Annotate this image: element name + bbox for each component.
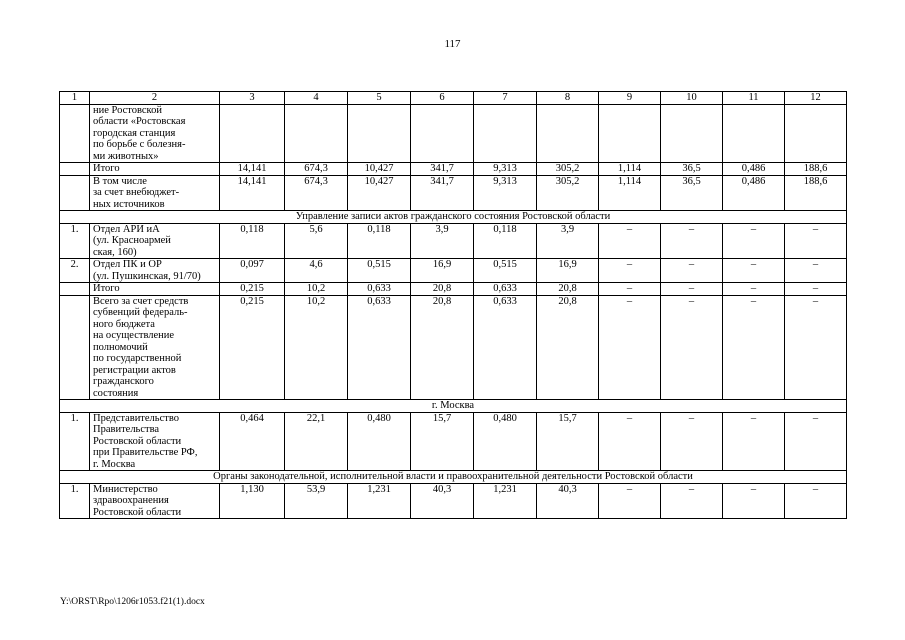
row-name: Итого xyxy=(90,283,220,296)
page-number: 117 xyxy=(444,38,461,50)
value-cell: – xyxy=(723,483,785,519)
value-cell: – xyxy=(661,223,723,259)
table-row xyxy=(60,104,847,163)
value-cell: 0,633 xyxy=(348,295,411,400)
value-cell: – xyxy=(785,412,847,471)
column-header: 1 xyxy=(60,92,90,105)
value-cell: 14,141 xyxy=(220,163,285,176)
value-cell: – xyxy=(599,283,661,296)
value-cell: 0,480 xyxy=(348,412,411,471)
value-cell: 10,427 xyxy=(348,175,411,211)
value-cell: – xyxy=(599,223,661,259)
table-row xyxy=(60,283,847,296)
header-row xyxy=(60,92,847,105)
value-cell: 9,313 xyxy=(474,175,537,211)
value-cell xyxy=(723,104,785,163)
column-header: 2 xyxy=(90,92,220,105)
value-cell: 22,1 xyxy=(285,412,348,471)
value-cell xyxy=(661,104,723,163)
column-header: 9 xyxy=(599,92,661,105)
value-cell xyxy=(785,104,847,163)
value-cell: 10,427 xyxy=(348,163,411,176)
value-cell: 14,141 xyxy=(220,175,285,211)
value-cell: 1,231 xyxy=(474,483,537,519)
value-cell: 674,3 xyxy=(285,163,348,176)
value-cell: 16,9 xyxy=(411,259,474,283)
value-cell: – xyxy=(723,412,785,471)
row-name: ние Ростовской области «Ростовская городская станция по борьбе с болезня- ми животных» xyxy=(90,104,220,163)
row-index xyxy=(60,283,90,296)
value-cell: – xyxy=(785,483,847,519)
value-cell: – xyxy=(661,259,723,283)
value-cell: – xyxy=(723,295,785,400)
value-cell: – xyxy=(661,283,723,296)
value-cell: 1,231 xyxy=(348,483,411,519)
value-cell: 36,5 xyxy=(661,163,723,176)
row-index xyxy=(60,295,90,400)
value-cell: 5,6 xyxy=(285,223,348,259)
section-heading-row xyxy=(60,471,847,484)
section-heading: Органы законодательной, исполнительной власти и правоохранительной деятельности Ростовской области xyxy=(60,471,847,484)
value-cell: 10,2 xyxy=(285,295,348,400)
value-cell: 0,515 xyxy=(474,259,537,283)
value-cell: 0,118 xyxy=(348,223,411,259)
value-cell: 0,633 xyxy=(474,295,537,400)
value-cell: 0,215 xyxy=(220,283,285,296)
value-cell: 0,486 xyxy=(723,163,785,176)
value-cell: 0,480 xyxy=(474,412,537,471)
table-row xyxy=(60,259,847,283)
value-cell: – xyxy=(599,259,661,283)
value-cell: 9,313 xyxy=(474,163,537,176)
value-cell: 16,9 xyxy=(537,259,599,283)
value-cell: 674,3 xyxy=(285,175,348,211)
value-cell: – xyxy=(785,283,847,296)
table-row xyxy=(60,295,847,400)
value-cell: 20,8 xyxy=(537,295,599,400)
value-cell: 305,2 xyxy=(537,163,599,176)
column-header: 12 xyxy=(785,92,847,105)
value-cell: 0,633 xyxy=(348,283,411,296)
value-cell: 0,215 xyxy=(220,295,285,400)
row-index: 2. xyxy=(60,259,90,283)
value-cell: 188,6 xyxy=(785,163,847,176)
table-row xyxy=(60,412,847,471)
file-path-footer: Y:\ORST\Rpo\1206r1053.f21(1).docx xyxy=(60,597,205,607)
row-name: Отдел АРИ иА (ул. Красноармей ская, 160) xyxy=(90,223,220,259)
value-cell: 1,114 xyxy=(599,163,661,176)
value-cell: 1,130 xyxy=(220,483,285,519)
value-cell: 4,6 xyxy=(285,259,348,283)
value-cell: – xyxy=(661,295,723,400)
value-cell xyxy=(220,104,285,163)
column-header: 8 xyxy=(537,92,599,105)
section-heading: г. Москва xyxy=(60,400,847,413)
row-index: 1. xyxy=(60,223,90,259)
value-cell: 0,118 xyxy=(220,223,285,259)
value-cell: 341,7 xyxy=(411,163,474,176)
row-name: В том числе за счет внебюджет- ных источников xyxy=(90,175,220,211)
value-cell: 3,9 xyxy=(411,223,474,259)
column-header: 10 xyxy=(661,92,723,105)
value-cell: 15,7 xyxy=(411,412,474,471)
section-heading: Управление записи актов гражданского состояния Ростовской области xyxy=(60,211,847,224)
value-cell: 0,486 xyxy=(723,175,785,211)
row-index xyxy=(60,104,90,163)
value-cell: 0,633 xyxy=(474,283,537,296)
value-cell: 20,8 xyxy=(537,283,599,296)
section-heading-row xyxy=(60,400,847,413)
value-cell: – xyxy=(661,412,723,471)
value-cell: 0,515 xyxy=(348,259,411,283)
table-row xyxy=(60,163,847,176)
row-name: Итого xyxy=(90,163,220,176)
value-cell: 305,2 xyxy=(537,175,599,211)
row-index xyxy=(60,175,90,211)
value-cell: – xyxy=(785,295,847,400)
value-cell xyxy=(537,104,599,163)
value-cell: 40,3 xyxy=(537,483,599,519)
table-row xyxy=(60,483,847,519)
value-cell: 341,7 xyxy=(411,175,474,211)
value-cell xyxy=(411,104,474,163)
value-cell: 20,8 xyxy=(411,283,474,296)
value-cell: 10,2 xyxy=(285,283,348,296)
value-cell xyxy=(474,104,537,163)
value-cell: – xyxy=(723,259,785,283)
value-cell: – xyxy=(661,483,723,519)
column-header: 4 xyxy=(285,92,348,105)
value-cell: 0,464 xyxy=(220,412,285,471)
column-header: 6 xyxy=(411,92,474,105)
value-cell: – xyxy=(785,259,847,283)
section-heading-row xyxy=(60,211,847,224)
row-index xyxy=(60,163,90,176)
value-cell: 3,9 xyxy=(537,223,599,259)
column-header: 5 xyxy=(348,92,411,105)
value-cell: – xyxy=(599,483,661,519)
value-cell: 0,097 xyxy=(220,259,285,283)
row-index: 1. xyxy=(60,483,90,519)
value-cell: – xyxy=(723,223,785,259)
row-index: 1. xyxy=(60,412,90,471)
value-cell: – xyxy=(599,412,661,471)
value-cell: – xyxy=(599,295,661,400)
value-cell: 20,8 xyxy=(411,295,474,400)
value-cell: – xyxy=(785,223,847,259)
table-row xyxy=(60,175,847,211)
value-cell: 188,6 xyxy=(785,175,847,211)
value-cell xyxy=(348,104,411,163)
column-header: 3 xyxy=(220,92,285,105)
column-header: 11 xyxy=(723,92,785,105)
value-cell xyxy=(599,104,661,163)
data-table xyxy=(59,91,847,519)
row-name: Отдел ПК и ОР (ул. Пушкинская, 91/70) xyxy=(90,259,220,283)
row-name: Министерство здравоохранения Ростовской области xyxy=(90,483,220,519)
column-header: 7 xyxy=(474,92,537,105)
table-row xyxy=(60,223,847,259)
value-cell: 36,5 xyxy=(661,175,723,211)
value-cell: 1,114 xyxy=(599,175,661,211)
value-cell xyxy=(285,104,348,163)
row-name: Представительство Правительства Ростовской области при Правительстве РФ, г. Москва xyxy=(90,412,220,471)
value-cell: 15,7 xyxy=(537,412,599,471)
row-name: Всего за счет средств субвенций федераль- ного бюджета на осуществление полномочий по государственной регистрации актов гражданского состояния xyxy=(90,295,220,400)
value-cell: – xyxy=(723,283,785,296)
value-cell: 40,3 xyxy=(411,483,474,519)
value-cell: 0,118 xyxy=(474,223,537,259)
value-cell: 53,9 xyxy=(285,483,348,519)
